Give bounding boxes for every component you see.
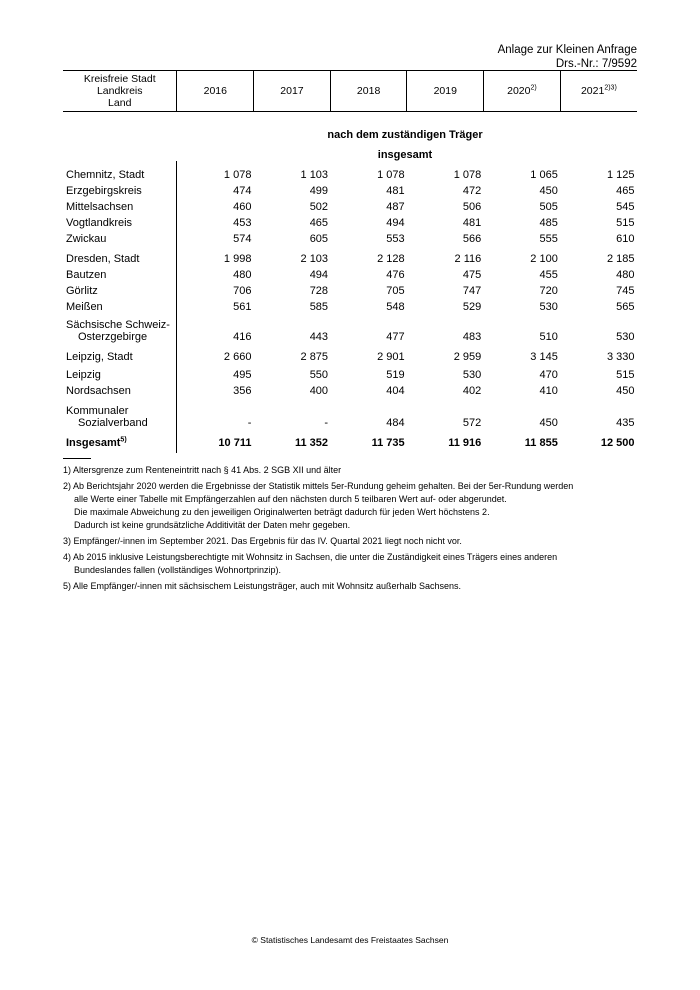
cell-value: 505 (539, 201, 558, 213)
column-header (484, 71, 561, 112)
cell-value: 450 (539, 185, 558, 197)
cell-value: 356 (233, 385, 252, 397)
cell-value: - (247, 417, 252, 429)
cell-value: 545 (616, 201, 635, 213)
cell-value: 745 (616, 285, 635, 297)
header-annex-label: Anlage zur Kleinen Anfrage (497, 44, 637, 56)
column-footnote-ref: 2)3) (604, 84, 617, 92)
section-title: nach dem zuständigen Träger (327, 129, 483, 141)
stub-header-line: Land (108, 97, 132, 109)
table-row (63, 229, 637, 245)
cell-value: 530 (539, 301, 558, 313)
row-label (63, 313, 177, 343)
footnote-line: Die maximale Abweichung zu den jeweiligen Originalwerten beträgt dadurch für jeden Wert höchstens 2. (74, 507, 490, 517)
row-label-line: Kommunaler (66, 405, 129, 417)
footer-copyright: © Statistisches Landesamt des Freistaates Sachsen (251, 935, 449, 945)
table-row (63, 213, 637, 229)
total-label-text: Insgesamt (66, 437, 121, 449)
cell-value: 480 (233, 269, 252, 281)
column-year: 2019 (433, 85, 457, 97)
cell-value: 2 116 (454, 253, 482, 265)
cell-value: 1 125 (606, 169, 635, 181)
row-label (63, 343, 177, 363)
data-table (63, 161, 637, 453)
column-year: 2021 (580, 85, 605, 97)
row-label (63, 245, 177, 265)
cell-value: 1 998 (223, 253, 252, 265)
table-row (63, 161, 637, 181)
row-label (63, 265, 177, 281)
total-label (63, 429, 177, 453)
table-row (63, 245, 637, 265)
cell-value: 561 (233, 301, 252, 313)
cell-value: 1 078 (377, 169, 405, 181)
footnote-line: 1) Altersgrenze zum Renteneintritt nach § 41 Abs. 2 SGB XII und älter (63, 465, 342, 475)
cell-value: 494 (309, 269, 329, 281)
stub-header-line: Landkreis (96, 85, 143, 97)
cell-value: 2 100 (530, 253, 558, 265)
row-label (63, 381, 177, 397)
cell-value: 610 (616, 233, 635, 245)
row-label-line: Zwickau (66, 233, 107, 245)
section-subtitle: insgesamt (377, 149, 433, 161)
column-year: 2016 (203, 85, 227, 97)
cell-value: 3 330 (606, 351, 635, 363)
row-label (63, 161, 177, 181)
column-footnote-ref: 2) (530, 84, 537, 92)
cell-value: 3 145 (530, 351, 558, 363)
stub-header (63, 71, 177, 112)
cell-value: 410 (539, 385, 558, 397)
row-label (63, 197, 177, 213)
cell-value: 553 (386, 233, 405, 245)
cell-value: 455 (539, 269, 558, 281)
cell-value: 529 (462, 301, 482, 313)
cell-value: 435 (616, 417, 635, 429)
total-value: 10 711 (218, 437, 252, 449)
cell-value: 450 (616, 385, 635, 397)
column-header (254, 71, 331, 112)
table-row (63, 343, 637, 363)
row-label (63, 181, 177, 197)
cell-value: 515 (616, 369, 635, 381)
column-header (407, 71, 484, 112)
cell-value: 2 185 (606, 253, 635, 265)
cell-value: 450 (539, 417, 558, 429)
cell-value: 502 (309, 201, 329, 213)
row-label (63, 213, 177, 229)
cell-value: 1 078 (223, 169, 252, 181)
cell-value: 475 (462, 269, 482, 281)
footnote-line: 3) Empfänger/-innen im September 2021. Das Ergebnis für das IV. Quartal 2021 liegt noch nicht vor. (63, 536, 462, 546)
cell-value: 530 (616, 331, 635, 343)
header-document-number: Drs.-Nr.: 7/9592 (555, 58, 637, 70)
cell-value: 465 (616, 185, 635, 197)
row-label-line: Leipzig, Stadt (66, 351, 133, 363)
table-row (63, 397, 637, 429)
cell-value: 585 (309, 301, 329, 313)
cell-value: 574 (233, 233, 252, 245)
row-label-line: Mittelsachsen (66, 201, 134, 213)
cell-value: 728 (309, 285, 329, 297)
row-label (63, 281, 177, 297)
cell-value: 474 (233, 185, 252, 197)
cell-value: 400 (309, 385, 329, 397)
row-label-line: Osterzgebirge (78, 331, 148, 343)
row-label (63, 297, 177, 313)
cell-value: 1 103 (300, 169, 329, 181)
row-label (63, 397, 177, 429)
row-label-line: Nordsachsen (66, 385, 131, 397)
total-value: 11 916 (448, 437, 482, 449)
column-year: 2018 (356, 85, 381, 97)
cell-value: 510 (539, 331, 558, 343)
table-header (63, 70, 637, 112)
row-label-line: Leipzig (66, 369, 101, 381)
cell-value: 1 065 (530, 169, 558, 181)
footnote-line: 2) Ab Berichtsjahr 2020 werden die Ergebnisse der Statistik mittels 5er-Rundung geheim gehalten. Bei der 5er-Rundung werden (63, 481, 574, 491)
table-row (63, 313, 637, 343)
row-label-line: Sächsische Schweiz- (66, 319, 170, 331)
cell-value: 519 (386, 369, 405, 381)
footnote-line: 5) Alle Empfänger/-innen mit sächsischem Leistungsträger, auch mit Wohnsitz außerhalb Sachsens. (63, 581, 462, 591)
footnote-line: alle Werte einer Tabelle mit Empfängerzahlen auf den nächsten durch 5 teilbaren Wert auf- oder abgerundet. (74, 494, 507, 504)
row-label-line: Vogtlandkreis (66, 217, 133, 229)
table-row (63, 363, 637, 381)
cell-value: 605 (309, 233, 329, 245)
footnotes (63, 464, 643, 593)
cell-value: 2 959 (453, 351, 482, 363)
column-header (330, 71, 407, 112)
cell-value: 1 078 (453, 169, 482, 181)
cell-value: 2 660 (223, 351, 252, 363)
footnote-line: Dadurch ist keine grundsätzliche Additivität der Daten mehr gegeben. (74, 520, 351, 530)
cell-value: 472 (462, 185, 482, 197)
row-label-line: Görlitz (66, 285, 98, 297)
footnote-line: Bundeslandes fallen (vollständiges Wohnortprinzip). (74, 565, 281, 575)
cell-value: 705 (386, 285, 405, 297)
cell-value: 2 875 (300, 351, 329, 363)
cell-value: 2 128 (377, 253, 405, 265)
cell-value: 2 901 (377, 351, 405, 363)
stub-header-line: Kreisfreie Stadt (83, 73, 156, 85)
table-row (63, 265, 637, 281)
cell-value: 566 (462, 233, 482, 245)
cell-value: 476 (386, 269, 405, 281)
cell-value: 565 (616, 301, 635, 313)
cell-value: 499 (309, 185, 329, 197)
footnote-line: 4) Ab 2015 inklusive Leistungsberechtigte mit Wohnsitz in Sachsen, die unter die Zuständigkeit eines Trägers eines anderen (63, 552, 558, 562)
total-value: 12 500 (600, 437, 635, 449)
total-value: 11 352 (295, 437, 329, 449)
cell-value: 481 (386, 185, 405, 197)
cell-value: 402 (462, 385, 482, 397)
row-label-line: Sozialverband (78, 417, 148, 429)
cell-value: 495 (233, 369, 252, 381)
cell-value: 572 (462, 417, 482, 429)
cell-value: 453 (233, 217, 252, 229)
row-label (63, 229, 177, 245)
column-header (560, 71, 637, 112)
total-row (63, 429, 637, 453)
cell-value: 550 (309, 369, 329, 381)
cell-value: 720 (539, 285, 558, 297)
row-label-line: Chemnitz, Stadt (66, 169, 145, 181)
row-label (63, 363, 177, 381)
total-value: 11 735 (371, 437, 405, 449)
cell-value: 477 (386, 331, 405, 343)
footnote-separator (63, 458, 91, 459)
table-row (63, 197, 637, 213)
cell-value: 515 (616, 217, 635, 229)
cell-value: 487 (386, 201, 405, 213)
cell-value: 465 (309, 217, 329, 229)
cell-value: - (324, 417, 329, 429)
cell-value: 485 (539, 217, 558, 229)
cell-value: 494 (386, 217, 405, 229)
total-value: 11 855 (524, 437, 558, 449)
cell-value: 480 (616, 269, 635, 281)
row-label-line: Meißen (66, 301, 103, 313)
cell-value: 460 (233, 201, 252, 213)
cell-value: 484 (386, 417, 405, 429)
cell-value: 530 (462, 369, 482, 381)
cell-value: 747 (462, 285, 482, 297)
table-row (63, 181, 637, 197)
cell-value: 706 (233, 285, 252, 297)
column-year: 2020 (507, 85, 531, 97)
row-label-line: Erzgebirgskreis (66, 185, 142, 197)
cell-value: 481 (462, 217, 482, 229)
cell-value: 2 103 (300, 253, 329, 265)
cell-value: 548 (386, 301, 405, 313)
cell-value: 443 (309, 331, 329, 343)
cell-value: 470 (539, 369, 558, 381)
column-header (177, 71, 254, 112)
table-row (63, 281, 637, 297)
cell-value: 483 (462, 331, 482, 343)
table-row (63, 297, 637, 313)
cell-value: 555 (539, 233, 558, 245)
cell-value: 404 (386, 385, 405, 397)
row-label-line: Dresden, Stadt (66, 253, 140, 265)
cell-value: 416 (233, 331, 252, 343)
column-year: 2017 (280, 85, 304, 97)
cell-value: 506 (462, 201, 482, 213)
table-row (63, 381, 637, 397)
total-footnote-ref: 5) (120, 436, 127, 444)
row-label-line: Bautzen (66, 269, 107, 281)
